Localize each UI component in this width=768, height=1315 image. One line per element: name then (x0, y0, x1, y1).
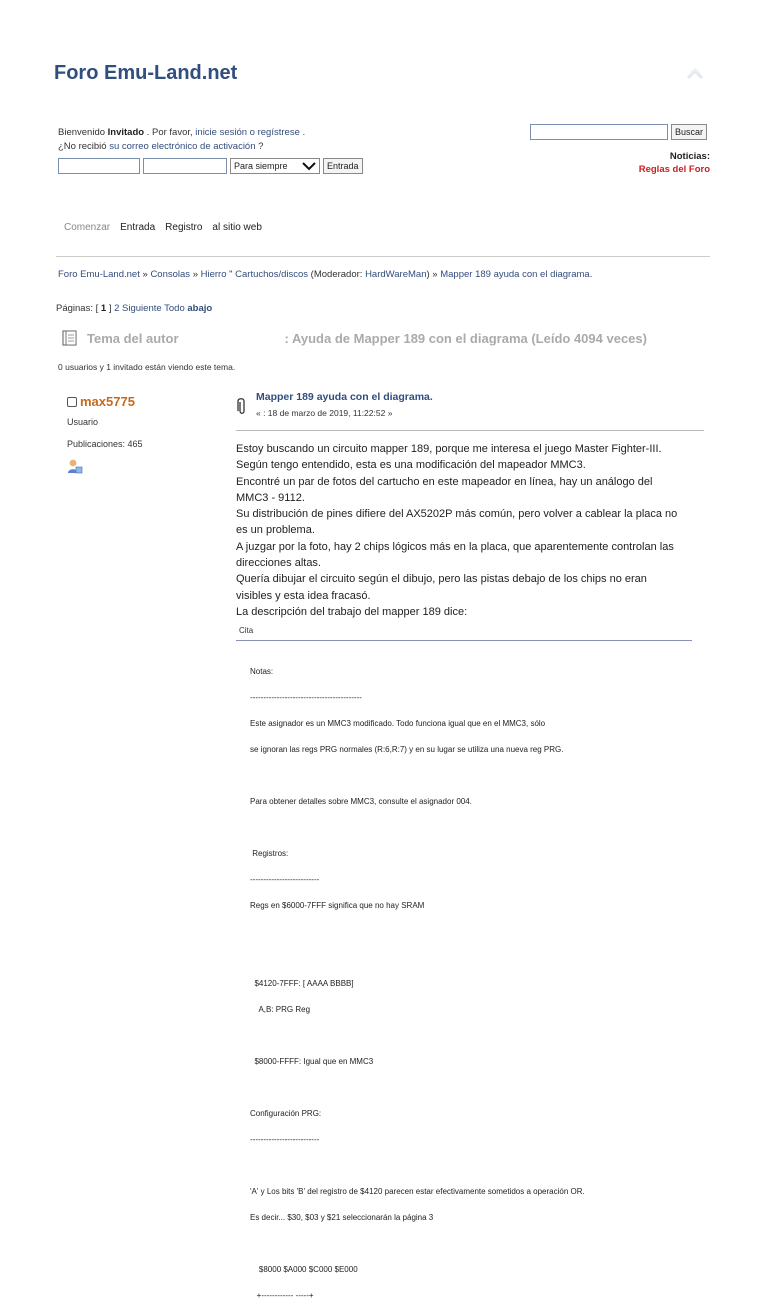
post-divider (236, 430, 704, 431)
breadcrumb-cartuchos[interactable]: Cartuchos/discos (235, 269, 309, 280)
moderator-link[interactable]: HardWareMan (365, 269, 427, 280)
quote-line (250, 1159, 585, 1172)
post-line: visibles y esta idea fracasó. (236, 589, 371, 602)
menu-item-register[interactable]: Registro (165, 222, 203, 233)
quote-divider (236, 640, 692, 641)
activation-email-link[interactable]: su correo electrónico de activación (109, 141, 256, 152)
breadcrumb-sep: » (192, 269, 198, 280)
post-line: La descripción del trabajo del mapper 189 dice: (236, 605, 468, 618)
quote-line (250, 1081, 585, 1094)
topic-document-icon (62, 330, 80, 346)
guest-label: Invitado (107, 127, 145, 138)
username-input[interactable] (58, 158, 140, 174)
session-duration-select[interactable] (230, 158, 320, 174)
activation-question: ¿No recibió (58, 141, 107, 152)
post-line: Quería dibujar el circuito según el dibujo, pero las pistas debajo de los chips no eran (236, 573, 647, 586)
topic-author-label: Tema del autor (87, 330, 179, 346)
quote-line: 'A' y Los bits 'B' del registro de $4120 parecen estar efectivamente sometidos a operación OR. (250, 1187, 585, 1196)
quote-line (250, 1029, 585, 1042)
topic-header (62, 330, 647, 346)
breadcrumb-consoles[interactable]: Consolas (150, 269, 191, 280)
quote-line (250, 769, 585, 782)
post-line: A juzgar por la foto, hay 2 chips lógicos más en la placa, que aparentemente controlan las (236, 540, 674, 553)
post-date: « : 18 de marzo de 2019, 11:22:52 » (256, 408, 393, 418)
breadcrumb-hierro[interactable]: Hierro (200, 269, 227, 280)
quote-line: Notas: (250, 667, 274, 676)
quote-line: +------------ -----+ (250, 1291, 314, 1300)
activation-end: ? (258, 141, 264, 152)
post-line: es un problema. (236, 524, 315, 537)
username-link[interactable]: max5775 (80, 394, 135, 409)
news-box (639, 150, 710, 176)
quote-line (250, 821, 585, 834)
quote-line: $4120-7FFF: [ AAAA BBBB] (250, 979, 354, 988)
welcome-mid: . Por favor, (146, 127, 193, 138)
post-line: Según tengo entendido, esta es una modificación del mapeador MMC3. (236, 459, 586, 472)
breadcrumb-home[interactable]: Foro Emu-Land.net (58, 269, 140, 280)
pagination-current: 1 (100, 303, 107, 314)
paperclip-icon (236, 398, 248, 416)
pagination (56, 303, 212, 314)
quote-line: Es decir... $30, $03 y $21 seleccionarán la página 3 (250, 1213, 434, 1222)
post-line: direcciones altas. (236, 557, 321, 570)
breadcrumb (58, 269, 592, 280)
quote-line: A,B: PRG Reg (250, 1005, 311, 1014)
breadcrumb-sep: » (142, 269, 148, 280)
chevron-down-icon (302, 162, 316, 171)
main-menu (64, 222, 262, 233)
quote-label: Cita (239, 626, 254, 635)
search-input[interactable] (530, 124, 668, 140)
quote-line: $8000-FFFF: Igual que en MMC3 (250, 1057, 374, 1066)
quote-content (250, 652, 585, 1315)
news-label: Noticias: (669, 151, 710, 162)
quote-line: $8000 $A000 $C000 $E000 (250, 1265, 358, 1274)
quote-line: -------------------------- (250, 1135, 320, 1144)
viewers-text: 0 usuarios y 1 invitado están viendo este tema. (58, 362, 236, 372)
post-author-panel (67, 394, 143, 479)
post-body (236, 441, 696, 620)
breadcrumb-moderator-prefix: (Moderador: (310, 269, 363, 280)
menu-item-start[interactable]: Comenzar (64, 222, 111, 233)
quote-line: Este asignador es un MMC3 modificado. Todo funciona igual que en el MMC3, sólo (250, 719, 546, 728)
post-title-link[interactable]: Mapper 189 ayuda con el diagrama. (256, 391, 433, 403)
forum-rules-link[interactable]: Reglas del Foro (638, 164, 710, 175)
site-title[interactable]: Foro Emu-Land.net (54, 62, 238, 84)
quote-line (250, 1237, 585, 1250)
welcome-prefix: Bienvenido (58, 127, 106, 138)
session-duration-value: Para siempre (234, 161, 288, 171)
menu-item-login[interactable]: Entrada (120, 222, 156, 233)
divider (56, 256, 710, 257)
pagination-close: ] (108, 303, 112, 314)
breadcrumb-moderator-suffix: ) (426, 269, 430, 280)
user-role: Usuario (67, 417, 99, 427)
quote-line: Registros: (250, 849, 289, 858)
quote-line (250, 951, 585, 964)
user-post-count: Publicaciones: 465 (67, 439, 143, 449)
topic-title: : Ayuda de Mapper 189 con el diagrama (Leído 4094 veces) (284, 330, 647, 346)
pagination-all[interactable]: Todo (164, 303, 185, 314)
breadcrumb-sep: » (432, 269, 438, 280)
post-line: MMC3 - 9112. (236, 491, 305, 504)
pagination-down[interactable]: abajo (187, 303, 213, 314)
quote-line (250, 925, 585, 938)
breadcrumb-quote: " (229, 269, 233, 280)
quote-line: ------------------------------------------ (250, 693, 362, 702)
quote-line: se ignoran las regs PRG normales (R:6,R:7) y en su lugar se utiliza una nueva reg PRG. (250, 745, 564, 754)
welcome-text (58, 126, 305, 154)
login-register-link[interactable]: inicie sesión o regístrese (195, 127, 300, 138)
menu-item-website[interactable]: al sitio web (212, 222, 262, 233)
search-form (530, 124, 707, 140)
password-input[interactable] (143, 158, 227, 174)
pagination-next[interactable]: Siguiente (122, 303, 162, 314)
quick-login-form (58, 158, 363, 174)
breadcrumb-topic[interactable]: Mapper 189 ayuda con el diagrama. (440, 269, 593, 280)
post-line: Encontré un par de fotos del cartucho en este mapeador en línea, hay un análogo del (236, 475, 653, 488)
login-button[interactable]: Entrada (323, 158, 363, 174)
quote-line: Regs en $6000-7FFF significa que no hay SRAM (250, 901, 425, 910)
search-button[interactable]: Buscar (671, 124, 707, 140)
pagination-page-2[interactable]: 2 (114, 303, 120, 314)
post-line: Su distribución de pines difiere del AX5202P más común, pero volver a cablear la placa no (236, 508, 678, 521)
quote-line: Para obtener detalles sobre MMC3, consulte el asignador 004. (250, 797, 472, 806)
welcome-end: . (302, 127, 306, 138)
pagination-label: Páginas: [ (56, 303, 99, 314)
user-profile-icon[interactable] (67, 458, 83, 474)
user-checkbox[interactable] (67, 397, 77, 407)
post-line: Estoy buscando un circuito mapper 189, porque me interesa el juego Master Fighter-III. (236, 443, 662, 455)
quote-line: -------------------------- (250, 875, 320, 884)
quote-line: Configuración PRG: (250, 1109, 322, 1118)
scroll-up-icon[interactable] (686, 66, 704, 80)
